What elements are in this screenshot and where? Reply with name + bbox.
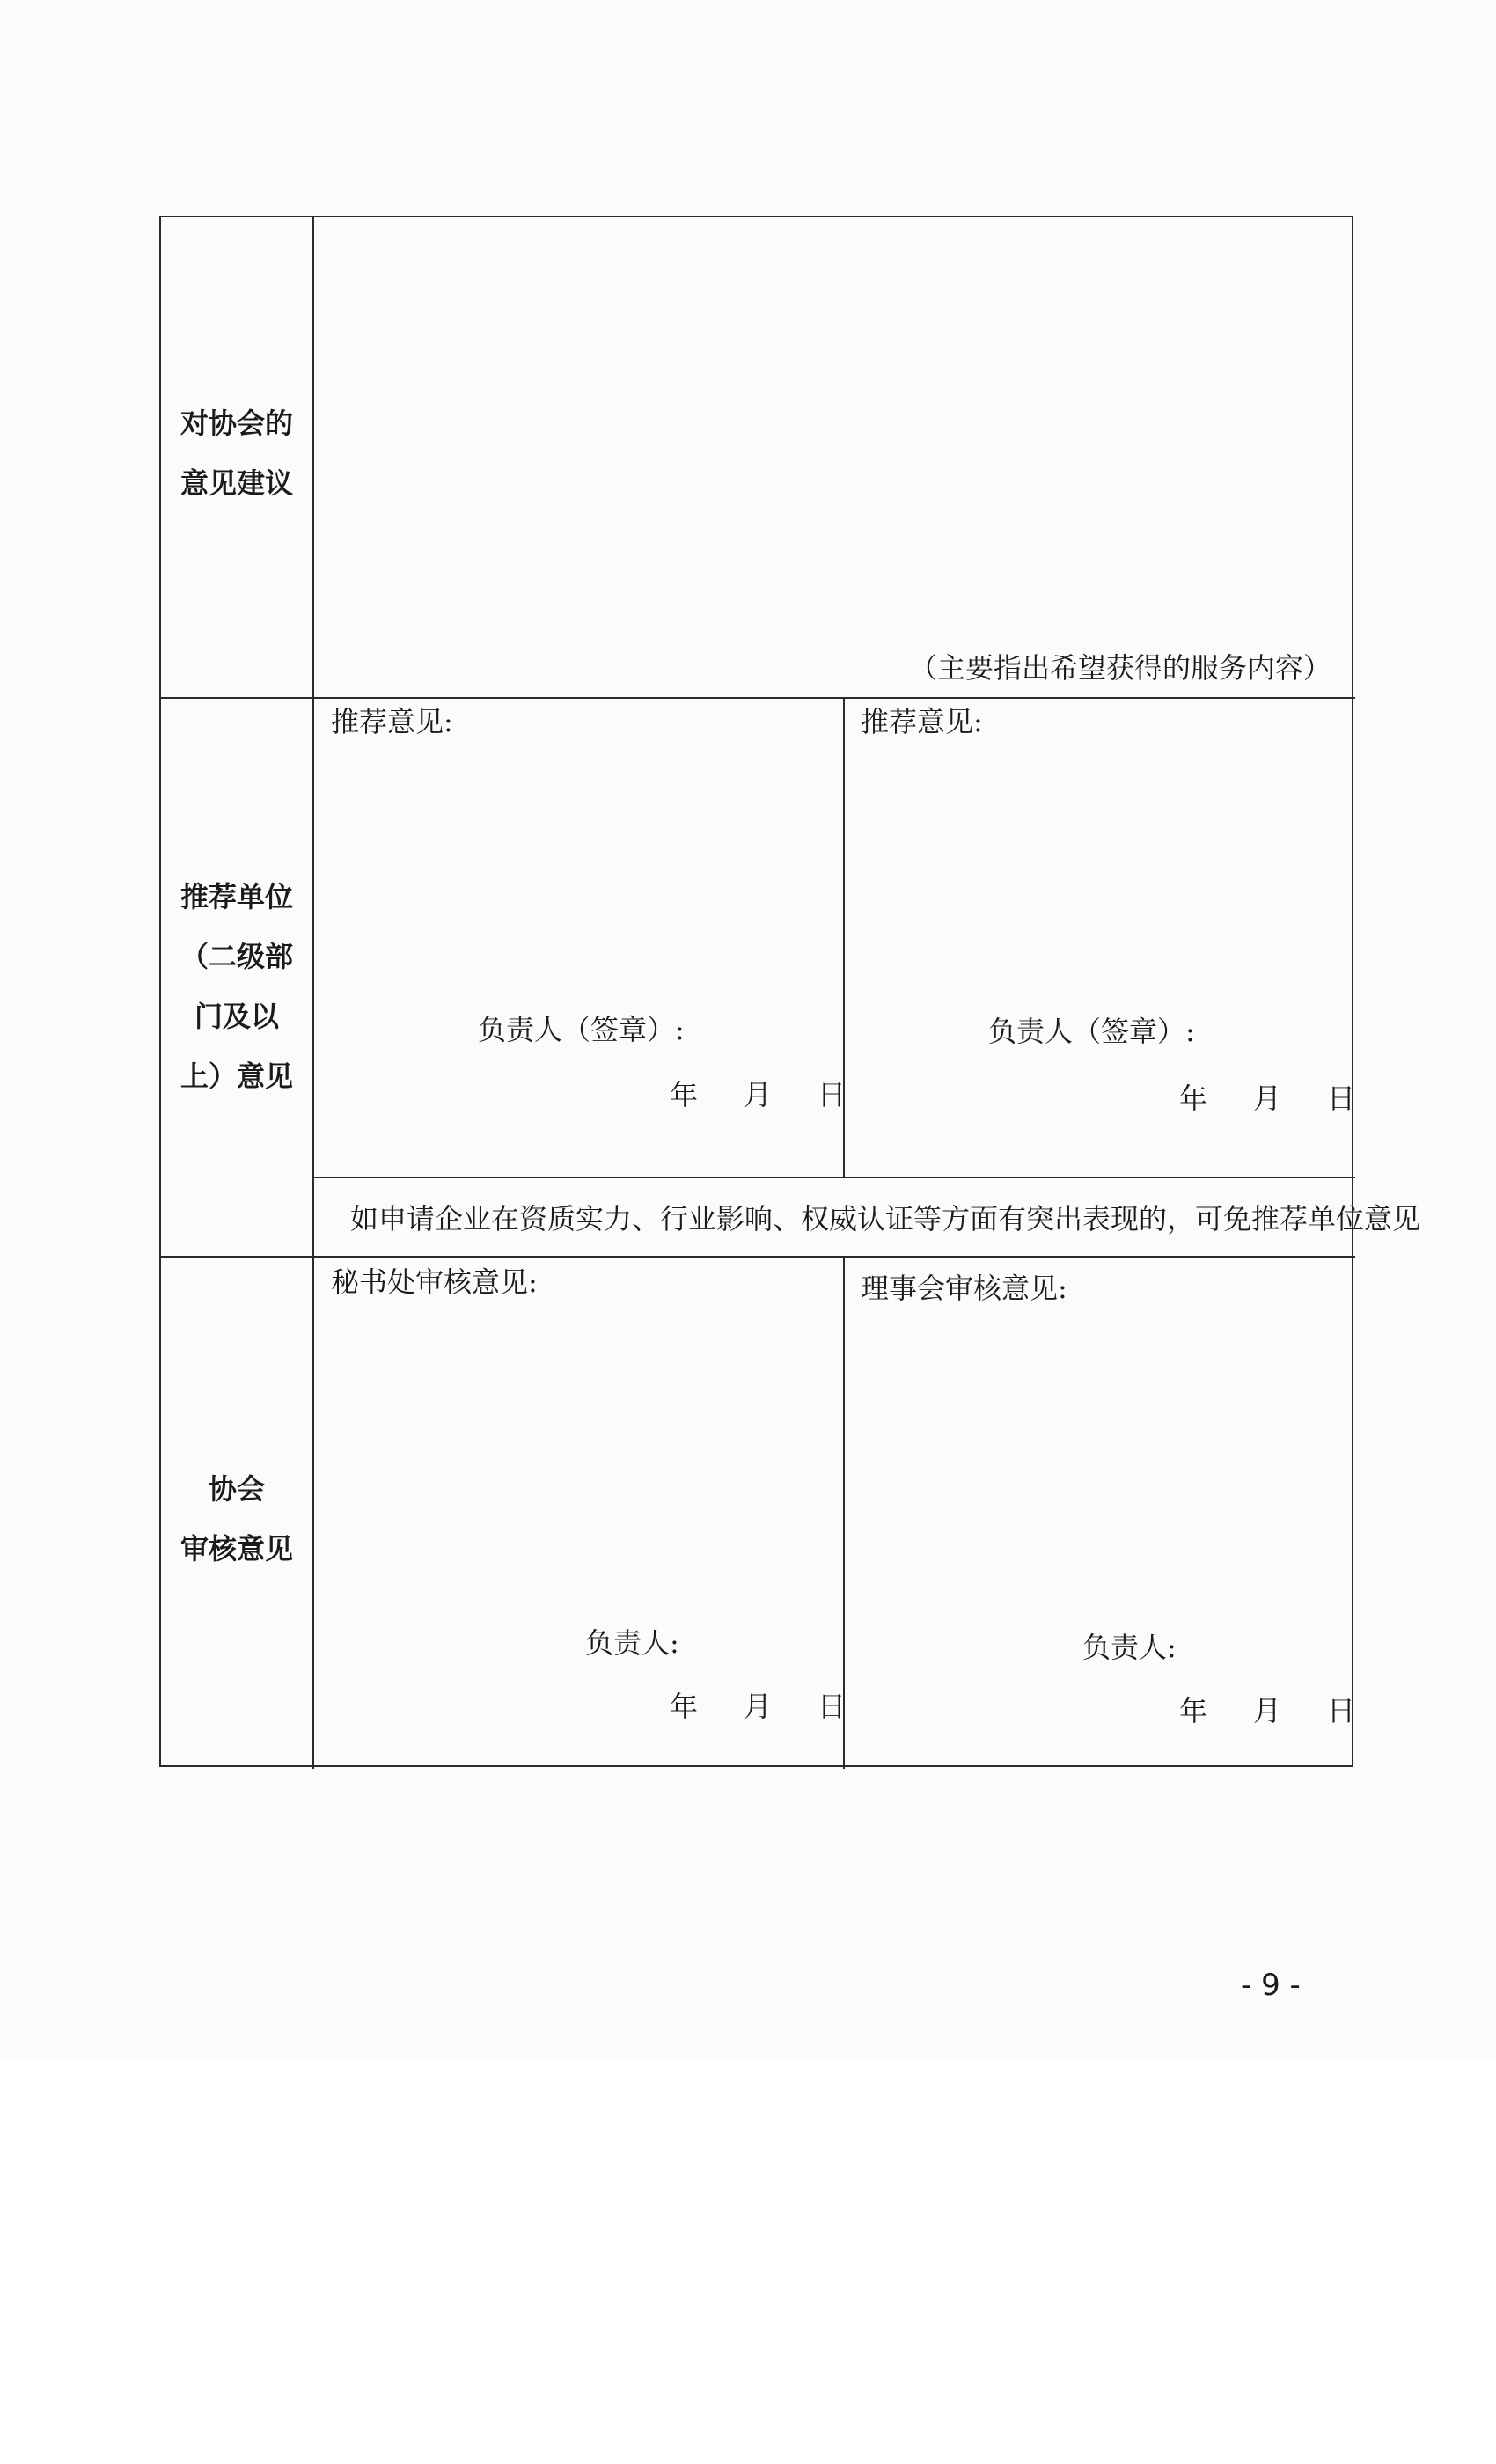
- page-number: - 9 -: [1241, 1968, 1301, 2003]
- exemption-note-divider: [312, 1177, 1355, 1178]
- application-form-table: [159, 216, 1421, 1767]
- recommend-row-label: 推荐单位 （二级部 门及以 上）意见: [180, 880, 293, 1093]
- secretariat-review-heading: 秘书处审核意见:: [331, 1265, 538, 1299]
- suggestion-field[interactable]: [314, 217, 1353, 695]
- day-label: 日: [818, 1078, 847, 1111]
- recommend-right-heading: 推荐意见:: [861, 705, 983, 738]
- month-label: 月: [744, 1078, 773, 1111]
- month-label: 月: [744, 1690, 773, 1723]
- year-label: 年: [670, 1690, 699, 1723]
- council-review-signer: 负责人:: [1082, 1631, 1177, 1664]
- recommend-left-signer: 负责人（签章）:: [478, 1013, 685, 1046]
- council-review-date: [1179, 1689, 1355, 1729]
- review-row-label: 协会 审核意见: [180, 1472, 293, 1566]
- recommend-left-date: [670, 1073, 846, 1113]
- month-label: 月: [1253, 1694, 1282, 1727]
- suggestion-note: （主要指出希望获得的服务内容）: [909, 651, 1332, 685]
- secretariat-review-signer: 负责人:: [585, 1626, 679, 1660]
- exemption-note: 如申请企业在资质实力、行业影响、权威认证等方面有突出表现的，可免推荐单位意见: [350, 1202, 1421, 1236]
- day-label: 日: [1327, 1694, 1356, 1727]
- day-label: 日: [818, 1690, 847, 1723]
- day-label: 日: [1327, 1082, 1356, 1115]
- recommend-right-date: [1179, 1076, 1355, 1117]
- month-label: 月: [1253, 1082, 1282, 1115]
- suggestion-row-label: 对协会的 意见建议: [180, 407, 293, 500]
- recommend-left-heading: 推荐意见:: [331, 705, 453, 738]
- year-label: 年: [1179, 1694, 1208, 1727]
- secretariat-review-date: [670, 1684, 846, 1725]
- recommend-right-signer: 负责人（签章）:: [988, 1015, 1195, 1048]
- year-label: 年: [670, 1078, 699, 1111]
- year-label: 年: [1179, 1082, 1208, 1115]
- council-review-heading: 理事会审核意见:: [861, 1272, 1067, 1305]
